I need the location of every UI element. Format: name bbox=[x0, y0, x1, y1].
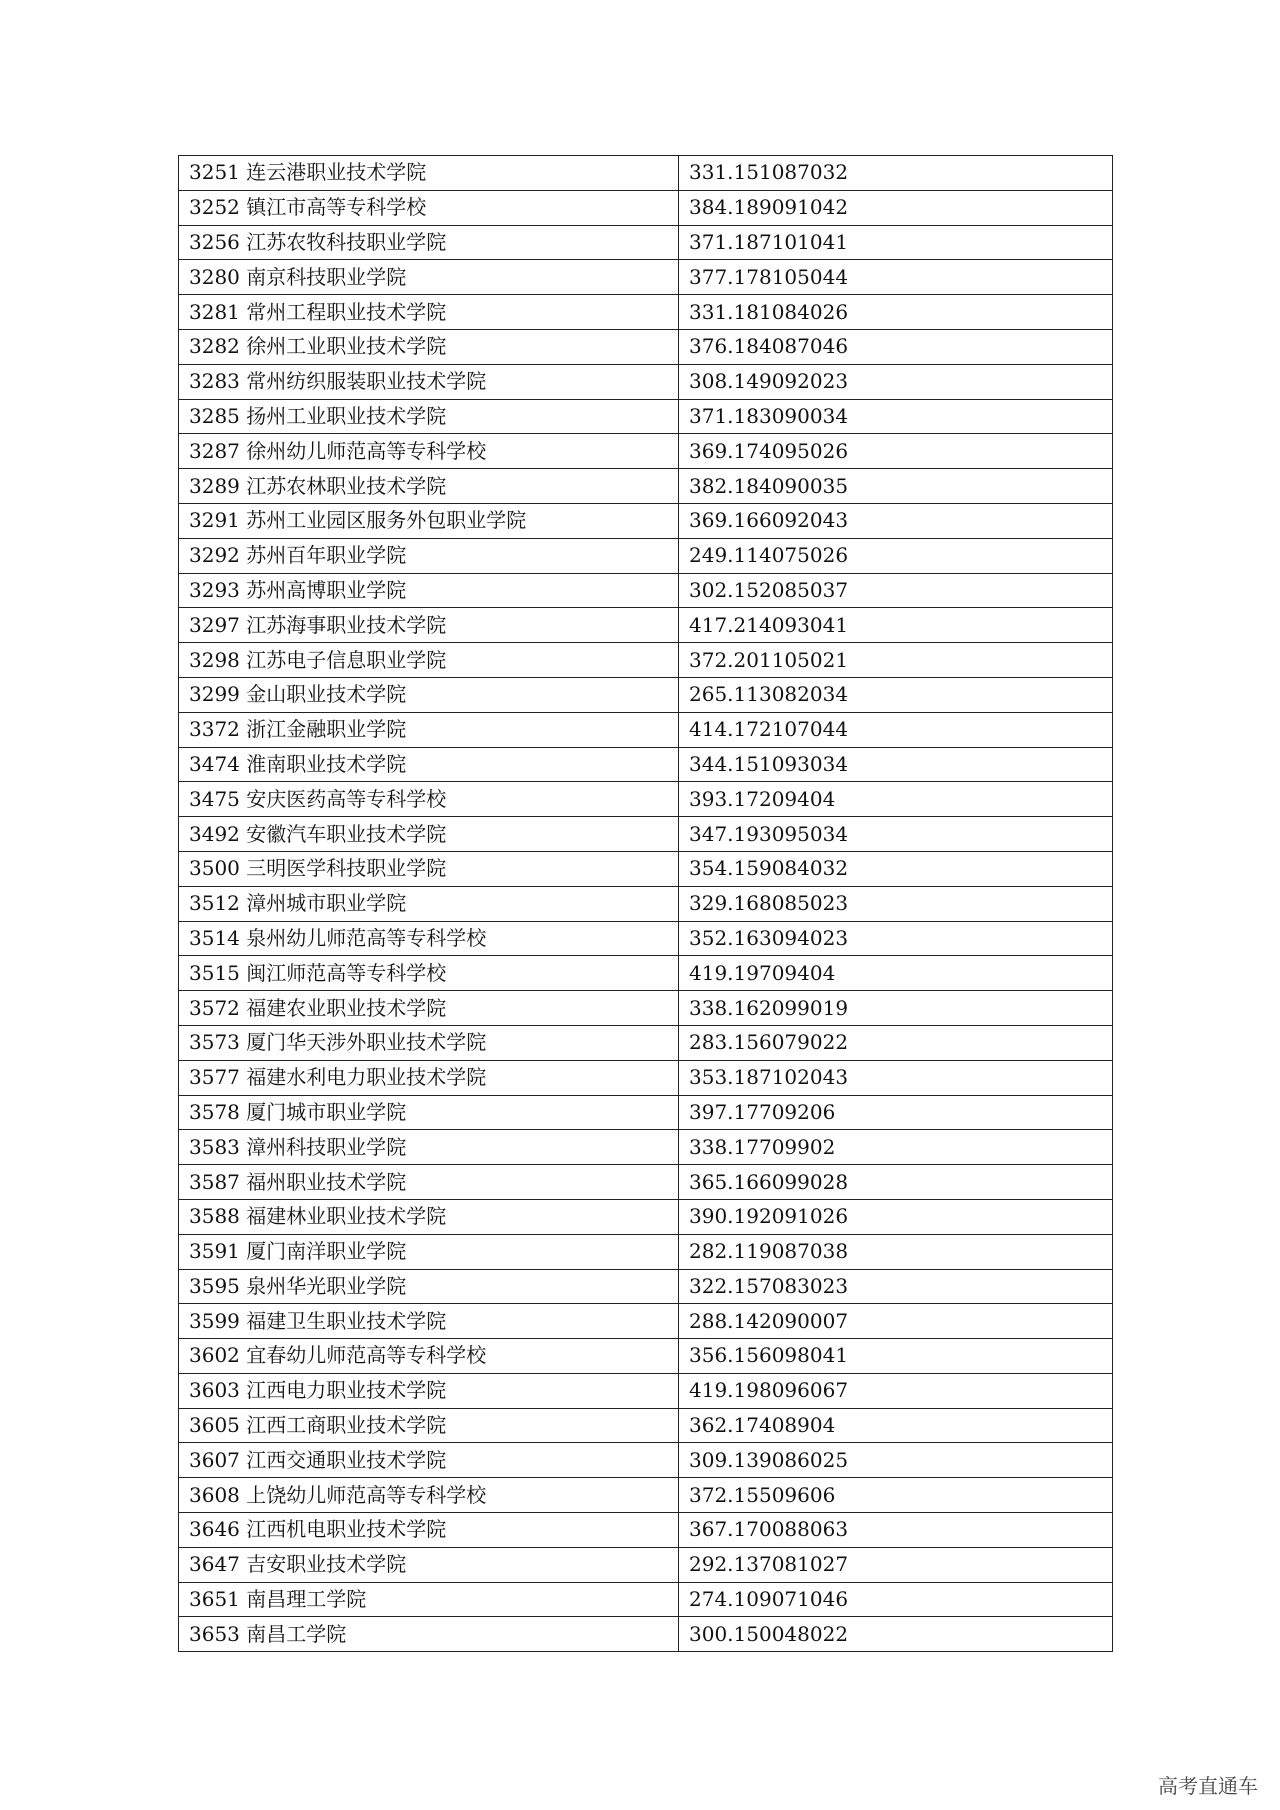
school-cell: 3646 江西机电职业技术学院 bbox=[179, 1513, 679, 1548]
table-row bbox=[179, 817, 1113, 852]
school-cell: 3587 福州职业技术学院 bbox=[179, 1165, 679, 1200]
table-row bbox=[179, 1408, 1113, 1443]
value-cell: 369.166092043 bbox=[679, 503, 1113, 538]
value-cell: 356.156098041 bbox=[679, 1339, 1113, 1374]
school-cell: 3588 福建林业职业技术学院 bbox=[179, 1199, 679, 1234]
school-cell: 3474 淮南职业技术学院 bbox=[179, 747, 679, 782]
table-row bbox=[179, 1269, 1113, 1304]
school-cell: 3591 厦门南洋职业学院 bbox=[179, 1234, 679, 1269]
table-row bbox=[179, 156, 1113, 191]
table-row bbox=[179, 991, 1113, 1026]
value-cell: 331.151087032 bbox=[679, 156, 1113, 191]
value-cell: 419.198096067 bbox=[679, 1373, 1113, 1408]
value-cell: 282.119087038 bbox=[679, 1234, 1113, 1269]
value-cell: 308.149092023 bbox=[679, 364, 1113, 399]
table-body bbox=[179, 156, 1113, 1652]
value-cell: 382.184090035 bbox=[679, 469, 1113, 504]
table-row bbox=[179, 782, 1113, 817]
value-cell: 371.183090034 bbox=[679, 399, 1113, 434]
table-row bbox=[179, 573, 1113, 608]
school-score-table bbox=[178, 155, 1113, 1652]
value-cell: 393.17209404 bbox=[679, 782, 1113, 817]
table-row bbox=[179, 225, 1113, 260]
value-cell: 377.178105044 bbox=[679, 260, 1113, 295]
table-row bbox=[179, 956, 1113, 991]
table-row bbox=[179, 1513, 1113, 1548]
table-row bbox=[179, 1095, 1113, 1130]
school-cell: 3372 浙江金融职业学院 bbox=[179, 712, 679, 747]
school-cell: 3500 三明医学科技职业学院 bbox=[179, 851, 679, 886]
table-row bbox=[179, 329, 1113, 364]
value-cell: 365.166099028 bbox=[679, 1165, 1113, 1200]
table-row bbox=[179, 1617, 1113, 1652]
table-row bbox=[179, 399, 1113, 434]
school-cell: 3292 苏州百年职业学院 bbox=[179, 538, 679, 573]
school-cell: 3608 上饶幼儿师范高等专科学校 bbox=[179, 1478, 679, 1513]
school-cell: 3291 苏州工业园区服务外包职业学院 bbox=[179, 503, 679, 538]
value-cell: 384.189091042 bbox=[679, 190, 1113, 225]
school-cell: 3298 江苏电子信息职业学院 bbox=[179, 643, 679, 678]
value-cell: 338.162099019 bbox=[679, 991, 1113, 1026]
school-cell: 3607 江西交通职业技术学院 bbox=[179, 1443, 679, 1478]
school-cell: 3256 江苏农牧科技职业学院 bbox=[179, 225, 679, 260]
table-row bbox=[179, 1025, 1113, 1060]
table-row bbox=[179, 1130, 1113, 1165]
school-cell: 3252 镇江市高等专科学校 bbox=[179, 190, 679, 225]
school-cell: 3281 常州工程职业技术学院 bbox=[179, 295, 679, 330]
value-cell: 249.114075026 bbox=[679, 538, 1113, 573]
school-cell: 3515 闽江师范高等专科学校 bbox=[179, 956, 679, 991]
table-row bbox=[179, 469, 1113, 504]
school-cell: 3283 常州纺织服装职业技术学院 bbox=[179, 364, 679, 399]
value-cell: 390.192091026 bbox=[679, 1199, 1113, 1234]
value-cell: 369.174095026 bbox=[679, 434, 1113, 469]
value-cell: 367.170088063 bbox=[679, 1513, 1113, 1548]
value-cell: 292.137081027 bbox=[679, 1547, 1113, 1582]
value-cell: 372.15509606 bbox=[679, 1478, 1113, 1513]
value-cell: 372.201105021 bbox=[679, 643, 1113, 678]
value-cell: 414.172107044 bbox=[679, 712, 1113, 747]
school-cell: 3605 江西工商职业技术学院 bbox=[179, 1408, 679, 1443]
school-cell: 3512 漳州城市职业学院 bbox=[179, 886, 679, 921]
table-row bbox=[179, 434, 1113, 469]
table-row bbox=[179, 190, 1113, 225]
value-cell: 419.19709404 bbox=[679, 956, 1113, 991]
school-cell: 3251 连云港职业技术学院 bbox=[179, 156, 679, 191]
value-cell: 397.17709206 bbox=[679, 1095, 1113, 1130]
value-cell: 288.142090007 bbox=[679, 1304, 1113, 1339]
value-cell: 331.181084026 bbox=[679, 295, 1113, 330]
value-cell: 338.17709902 bbox=[679, 1130, 1113, 1165]
school-cell: 3583 漳州科技职业学院 bbox=[179, 1130, 679, 1165]
value-cell: 302.152085037 bbox=[679, 573, 1113, 608]
school-cell: 3647 吉安职业技术学院 bbox=[179, 1547, 679, 1582]
school-cell: 3577 福建水利电力职业技术学院 bbox=[179, 1060, 679, 1095]
value-cell: 347.193095034 bbox=[679, 817, 1113, 852]
table-row bbox=[179, 747, 1113, 782]
value-cell: 344.151093034 bbox=[679, 747, 1113, 782]
value-cell: 352.163094023 bbox=[679, 921, 1113, 956]
school-cell: 3651 南昌理工学院 bbox=[179, 1582, 679, 1617]
table-row bbox=[179, 851, 1113, 886]
table-row bbox=[179, 538, 1113, 573]
table-row bbox=[179, 712, 1113, 747]
value-cell: 376.184087046 bbox=[679, 329, 1113, 364]
school-cell: 3492 安徽汽车职业技术学院 bbox=[179, 817, 679, 852]
table-row bbox=[179, 643, 1113, 678]
table-row bbox=[179, 1547, 1113, 1582]
school-cell: 3602 宜春幼儿师范高等专科学校 bbox=[179, 1339, 679, 1374]
school-cell: 3293 苏州高博职业学院 bbox=[179, 573, 679, 608]
table-row bbox=[179, 503, 1113, 538]
table-row bbox=[179, 1582, 1113, 1617]
school-cell: 3578 厦门城市职业学院 bbox=[179, 1095, 679, 1130]
school-cell: 3599 福建卫生职业技术学院 bbox=[179, 1304, 679, 1339]
table-row bbox=[179, 608, 1113, 643]
table-row bbox=[179, 1199, 1113, 1234]
table-row bbox=[179, 1339, 1113, 1374]
school-cell: 3297 江苏海事职业技术学院 bbox=[179, 608, 679, 643]
value-cell: 265.113082034 bbox=[679, 677, 1113, 712]
school-cell: 3595 泉州华光职业学院 bbox=[179, 1269, 679, 1304]
value-cell: 274.109071046 bbox=[679, 1582, 1113, 1617]
school-cell: 3280 南京科技职业学院 bbox=[179, 260, 679, 295]
table-row bbox=[179, 295, 1113, 330]
value-cell: 417.214093041 bbox=[679, 608, 1113, 643]
school-cell: 3282 徐州工业职业技术学院 bbox=[179, 329, 679, 364]
value-cell: 329.168085023 bbox=[679, 886, 1113, 921]
school-cell: 3573 厦门华天涉外职业技术学院 bbox=[179, 1025, 679, 1060]
table-row bbox=[179, 260, 1113, 295]
value-cell: 362.17408904 bbox=[679, 1408, 1113, 1443]
table-row bbox=[179, 921, 1113, 956]
table-row bbox=[179, 1304, 1113, 1339]
value-cell: 371.187101041 bbox=[679, 225, 1113, 260]
school-cell: 3299 金山职业技术学院 bbox=[179, 677, 679, 712]
school-cell: 3475 安庆医药高等专科学校 bbox=[179, 782, 679, 817]
table-row bbox=[179, 677, 1113, 712]
table-row bbox=[179, 1165, 1113, 1200]
school-cell: 3514 泉州幼儿师范高等专科学校 bbox=[179, 921, 679, 956]
table-row bbox=[179, 886, 1113, 921]
table-row bbox=[179, 364, 1113, 399]
school-cell: 3603 江西电力职业技术学院 bbox=[179, 1373, 679, 1408]
school-cell: 3285 扬州工业职业技术学院 bbox=[179, 399, 679, 434]
school-cell: 3289 江苏农林职业技术学院 bbox=[179, 469, 679, 504]
table-row bbox=[179, 1478, 1113, 1513]
table-row bbox=[179, 1443, 1113, 1478]
value-cell: 354.159084032 bbox=[679, 851, 1113, 886]
table-row bbox=[179, 1373, 1113, 1408]
school-cell: 3287 徐州幼儿师范高等专科学校 bbox=[179, 434, 679, 469]
school-cell: 3572 福建农业职业技术学院 bbox=[179, 991, 679, 1026]
value-cell: 353.187102043 bbox=[679, 1060, 1113, 1095]
table-row bbox=[179, 1060, 1113, 1095]
value-cell: 300.150048022 bbox=[679, 1617, 1113, 1652]
value-cell: 309.139086025 bbox=[679, 1443, 1113, 1478]
watermark-text: 高考直通车 bbox=[1158, 1774, 1258, 1798]
table-row bbox=[179, 1234, 1113, 1269]
school-cell: 3653 南昌工学院 bbox=[179, 1617, 679, 1652]
value-cell: 283.156079022 bbox=[679, 1025, 1113, 1060]
value-cell: 322.157083023 bbox=[679, 1269, 1113, 1304]
